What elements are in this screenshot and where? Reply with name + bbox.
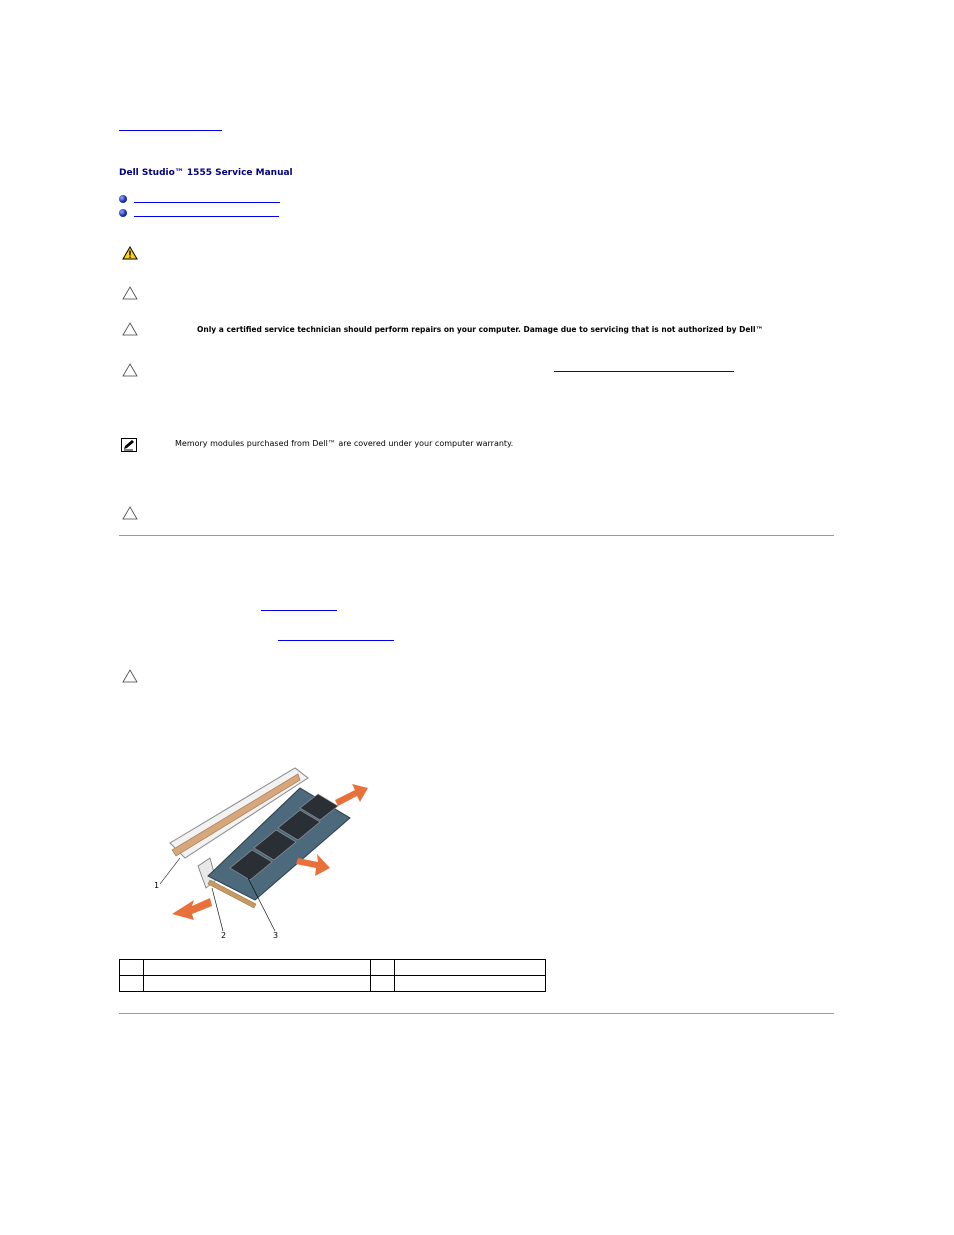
caution-reference-link[interactable] (554, 371, 734, 372)
bullet-icon (119, 195, 127, 203)
warning-triangle-icon (122, 246, 138, 260)
back-to-contents-link[interactable] (119, 130, 222, 131)
section-link-remove[interactable] (134, 202, 280, 203)
caution-triangle-icon (122, 363, 138, 377)
caution-triangle-icon (122, 286, 138, 300)
callout-label: 1 (154, 881, 160, 890)
manual-title: Dell Studio™ 1555 Service Manual (119, 168, 293, 178)
arrow-icon (172, 898, 212, 920)
memory-module-illustration (150, 758, 390, 948)
callout-label: 2 (221, 931, 227, 940)
caution-triangle-icon (122, 669, 138, 683)
caution-triangle-icon (122, 506, 138, 520)
table-cell (144, 976, 371, 992)
procedure-link-module-cover[interactable] (278, 640, 394, 641)
table-cell (120, 960, 144, 976)
certified-technician-notice: Only a certified service technician should perform repairs on your computer. Damage due to servicing that is not authorized by Dell™ (197, 325, 764, 334)
section-divider (119, 1013, 834, 1014)
table-cell (144, 960, 371, 976)
section-link-list (119, 193, 289, 221)
table-cell (371, 960, 395, 976)
bullet-icon (119, 209, 127, 217)
section-link-replace[interactable] (134, 216, 279, 217)
procedure-link-before-you-begin[interactable] (261, 610, 337, 611)
table-row (120, 976, 546, 992)
note-pencil-icon (121, 438, 137, 452)
memory-warranty-note: Memory modules purchased from Dell™ are covered under your computer warranty. (175, 439, 514, 448)
callout-label: 3 (273, 931, 279, 940)
table-cell (395, 976, 546, 992)
arrow-icon (335, 784, 368, 806)
table-cell (371, 976, 395, 992)
table-cell (120, 976, 144, 992)
section-divider (119, 535, 834, 536)
table-cell (395, 960, 546, 976)
table-row (120, 960, 546, 976)
caution-triangle-icon (122, 322, 138, 336)
callout-table (119, 959, 546, 992)
